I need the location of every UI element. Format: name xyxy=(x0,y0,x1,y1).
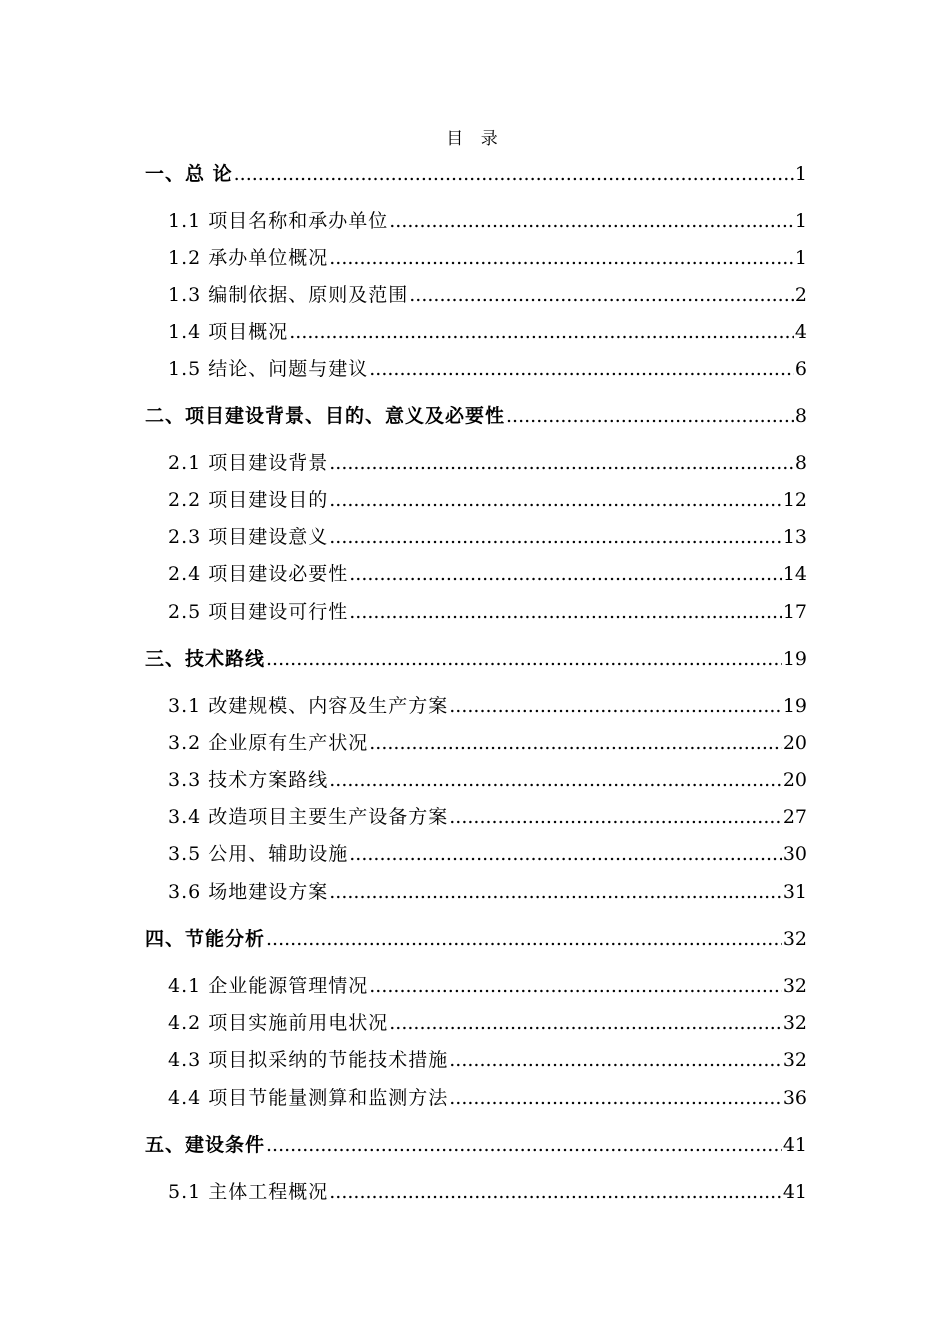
toc-entry-label: 3.5 公用、辅助设施 xyxy=(168,843,349,865)
toc-entry-label: 1.1 项目名称和承办单位 xyxy=(168,210,389,232)
toc-page-number: 20 xyxy=(782,769,807,791)
toc-entry-label: 3.6 场地建设方案 xyxy=(168,881,329,903)
toc-leader-dots xyxy=(389,209,794,233)
toc-leader-dots xyxy=(449,1048,782,1072)
toc-page-number: 27 xyxy=(782,806,807,828)
toc-leader-dots xyxy=(506,404,794,428)
toc-page-number: 17 xyxy=(782,601,807,623)
toc-leader-dots xyxy=(329,246,794,270)
toc-page-number: 8 xyxy=(794,452,807,474)
toc-entry-label: 1.3 编制依据、原则及范围 xyxy=(168,284,409,306)
toc-page-number: 6 xyxy=(794,358,807,380)
toc-entry-label: 五、建设条件 xyxy=(145,1134,266,1156)
toc-page-number: 32 xyxy=(782,975,807,997)
toc-page-number: 8 xyxy=(794,405,807,427)
toc-page-number: 13 xyxy=(782,526,807,548)
toc-page-number: 32 xyxy=(782,1012,807,1034)
toc-section-entry[interactable] xyxy=(145,1044,807,1072)
toc-entry-label: 四、节能分析 xyxy=(145,928,266,950)
toc-chapter-entry[interactable] xyxy=(145,1129,807,1157)
toc-section-entry[interactable] xyxy=(145,727,807,755)
toc-leader-dots xyxy=(349,562,782,586)
toc-leader-dots xyxy=(349,842,782,866)
toc-section-entry[interactable] xyxy=(145,1082,807,1110)
toc-section-entry[interactable] xyxy=(145,353,807,381)
toc-leader-dots xyxy=(329,488,782,512)
toc-leader-dots xyxy=(329,880,782,904)
toc-entry-label: 1.2 承办单位概况 xyxy=(168,247,329,269)
toc-entry-label: 1.4 项目概况 xyxy=(168,321,289,343)
toc-page-number: 14 xyxy=(782,563,807,585)
toc-page-number: 31 xyxy=(782,881,807,903)
toc-entry-label: 2.3 项目建设意义 xyxy=(168,526,329,548)
toc-page-number: 19 xyxy=(782,648,807,670)
toc-entry-label: 2.2 项目建设目的 xyxy=(168,489,329,511)
toc-section-entry[interactable] xyxy=(145,1176,807,1204)
toc-entry-label: 二、项目建设背景、目的、意义及必要性 xyxy=(145,405,506,427)
toc-title: 目 录 xyxy=(446,129,504,149)
toc-section-entry[interactable] xyxy=(145,801,807,829)
toc-page-number: 19 xyxy=(782,695,807,717)
toc-leader-dots xyxy=(266,647,782,671)
toc-entry-label: 2.4 项目建设必要性 xyxy=(168,563,349,585)
toc-page-number: 20 xyxy=(782,732,807,754)
toc-leader-dots xyxy=(329,525,782,549)
toc-section-entry[interactable] xyxy=(145,764,807,792)
toc-section-entry[interactable] xyxy=(145,242,807,270)
toc-page-number: 1 xyxy=(794,163,807,185)
toc-leader-dots xyxy=(449,694,782,718)
toc-section-entry[interactable] xyxy=(145,484,807,512)
toc-entry-label: 3.1 改建规模、内容及生产方案 xyxy=(168,695,449,717)
toc-page-number: 1 xyxy=(794,210,807,232)
toc-leader-dots xyxy=(329,451,794,475)
toc-section-entry[interactable] xyxy=(145,447,807,475)
toc-section-entry[interactable] xyxy=(145,690,807,718)
toc-section-entry[interactable] xyxy=(145,876,807,904)
toc-page-number: 41 xyxy=(782,1134,807,1156)
toc-page-number: 32 xyxy=(782,928,807,950)
toc-page-number: 12 xyxy=(782,489,807,511)
toc-leader-dots xyxy=(389,1011,782,1035)
toc-entry-label: 1.5 结论、问题与建议 xyxy=(168,358,369,380)
toc-section-entry[interactable] xyxy=(145,1007,807,1035)
toc-page-number: 2 xyxy=(794,284,807,306)
toc-chapter-entry[interactable] xyxy=(145,643,807,671)
toc-section-entry[interactable] xyxy=(145,970,807,998)
toc-page-number: 30 xyxy=(782,843,807,865)
toc-leader-dots xyxy=(289,320,794,344)
toc-leader-dots xyxy=(234,162,794,186)
toc-entry-label: 一、总 论 xyxy=(145,163,233,185)
toc-leader-dots xyxy=(449,805,782,829)
toc-section-entry[interactable] xyxy=(145,279,807,307)
toc-leader-dots xyxy=(266,927,782,951)
toc-chapter-entry[interactable] xyxy=(145,400,807,428)
toc-leader-dots xyxy=(369,731,782,755)
toc-section-entry[interactable] xyxy=(145,596,807,624)
toc-page-number: 36 xyxy=(782,1087,807,1109)
toc-page-number: 1 xyxy=(794,247,807,269)
toc-entry-label: 3.2 企业原有生产状况 xyxy=(168,732,369,754)
toc-leader-dots xyxy=(266,1133,782,1157)
toc-entry-label: 4.3 项目拟采纳的节能技术措施 xyxy=(168,1049,449,1071)
toc-section-entry[interactable] xyxy=(145,558,807,586)
toc-leader-dots xyxy=(329,768,782,792)
toc-chapter-entry[interactable] xyxy=(145,923,807,951)
toc-leader-dots xyxy=(449,1086,782,1110)
toc-entry-label: 三、技术路线 xyxy=(145,648,266,670)
toc-leader-dots xyxy=(329,1180,782,1204)
toc-chapter-entry[interactable] xyxy=(145,158,807,186)
toc-entry-label: 5.1 主体工程概况 xyxy=(168,1181,329,1203)
toc-section-entry[interactable] xyxy=(145,521,807,549)
toc-page-number: 4 xyxy=(794,321,807,343)
toc-leader-dots xyxy=(369,357,794,381)
toc-entry-label: 4.1 企业能源管理情况 xyxy=(168,975,369,997)
toc-entry-label: 3.3 技术方案路线 xyxy=(168,769,329,791)
toc-page-number: 32 xyxy=(782,1049,807,1071)
toc-leader-dots xyxy=(369,974,782,998)
toc-entry-label: 2.5 项目建设可行性 xyxy=(168,601,349,623)
toc-entry-label: 2.1 项目建设背景 xyxy=(168,452,329,474)
toc-leader-dots xyxy=(349,600,782,624)
toc-entry-label: 4.4 项目节能量测算和监测方法 xyxy=(168,1087,449,1109)
toc-section-entry[interactable] xyxy=(145,205,807,233)
toc-page-number: 41 xyxy=(782,1181,807,1203)
toc-leader-dots xyxy=(409,283,794,307)
toc-entry-label: 3.4 改造项目主要生产设备方案 xyxy=(168,806,449,828)
toc-section-entry[interactable] xyxy=(145,838,807,866)
toc-section-entry[interactable] xyxy=(145,316,807,344)
toc-entry-label: 4.2 项目实施前用电状况 xyxy=(168,1012,389,1034)
